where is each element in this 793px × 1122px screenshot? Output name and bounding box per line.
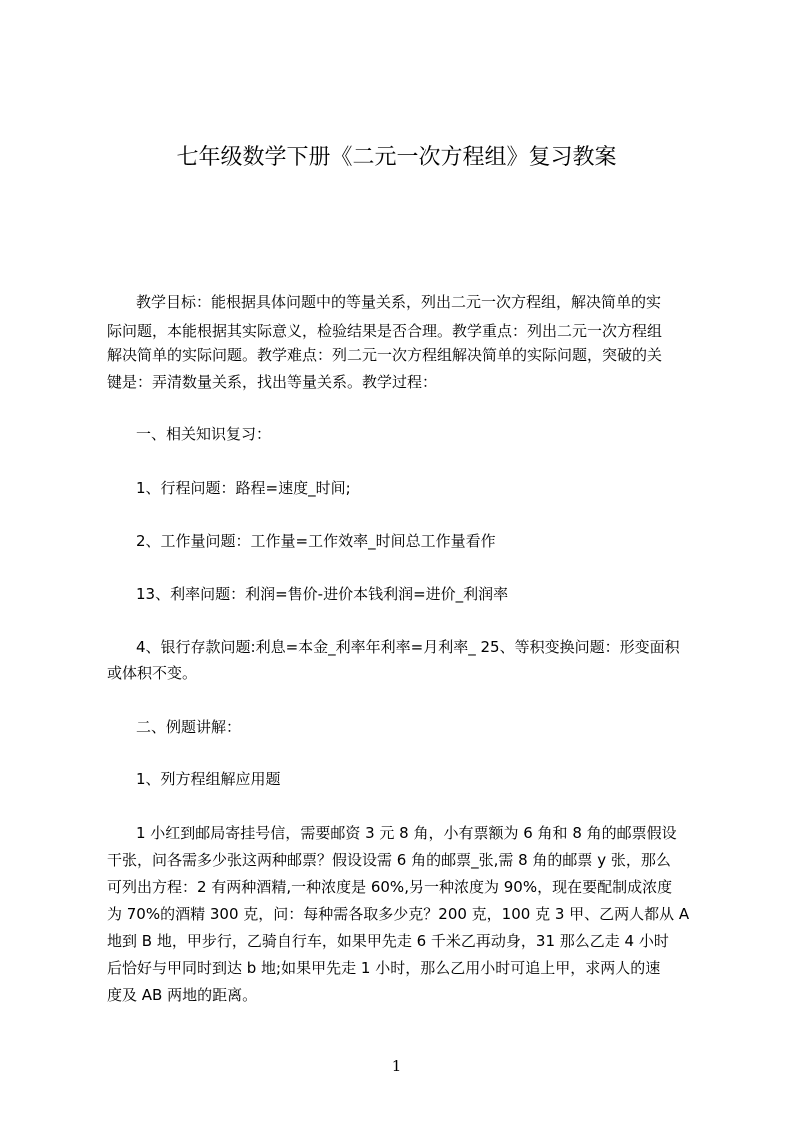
section2-heading: 二、例题讲解： xyxy=(136,718,242,736)
example-line-1: 1 小红到邮局寄挂号信，需要邮资 3 元 8 角，小有票额为 6 角和 8 角的邮票假设 xyxy=(136,824,677,842)
section2-subheading: 1、列方程组解应用题 xyxy=(136,770,281,788)
example-line-3: 可列出方程：2 有两种酒精,一种浓度是 60%,另一种浓度为 90%，现在要配制成浓度 xyxy=(107,878,673,896)
intro-line-2: 际问题，本能根据其实际意义，检验结果是否合理。教学重点：列出二元一次方程组 xyxy=(107,322,663,340)
page-number: 1 xyxy=(391,1057,402,1075)
section1-item-4-line-2: 或体积不变。 xyxy=(107,664,198,682)
section1-item-3: 13、利率问题：利润=售价-进价本钱利润=进价_利润率 xyxy=(136,585,509,603)
example-line-7: 度及 AB 两地的距离。 xyxy=(107,986,258,1004)
example-line-5: 地到 B 地，甲步行，乙骑自行车，如果甲先走 6 千米乙再动身，31 那么乙走 4 小时 xyxy=(107,932,669,950)
section1-item-4-line-1: 4、银行存款问题:利息=本金_利率年利率=月利率_ 25、等积变换问题：形变面积 xyxy=(136,638,680,656)
intro-line-3: 解决简单的实际问题。教学难点：列二元一次方程组解决简单的实际问题，突破的关 xyxy=(107,346,663,364)
example-line-2: 干张，问各需多少张这两种邮票？假设设需 6 角的邮票_张,需 8 角的邮票 y 张，那么 xyxy=(107,851,671,869)
section1-item-2: 2、工作量问题：工作量=工作效率_时间总工作量看作 xyxy=(136,532,496,550)
example-line-4: 为 70%的酒精 300 克，问：每种需各取多少克？200 克，100 克 3 甲、乙两人都从 A xyxy=(107,905,690,923)
intro-line-4: 键是：弄清数量关系，找出等量关系。教学过程： xyxy=(107,373,438,391)
intro-line-1: 教学目标：能根据具体问题中的等量关系，列出二元一次方程组，解决简单的实 xyxy=(136,293,662,311)
section1-item-1: 1、行程问题：路程=速度_时间; xyxy=(136,479,351,497)
example-line-6: 后恰好与甲同时到达 b 地;如果甲先走 1 小时，那么乙用小时可追上甲，求两人的速 xyxy=(107,959,661,977)
document-title: 七年级数学下册《二元一次方程组》复习教案 xyxy=(176,145,617,170)
section1-heading: 一、相关知识复习： xyxy=(136,425,272,443)
